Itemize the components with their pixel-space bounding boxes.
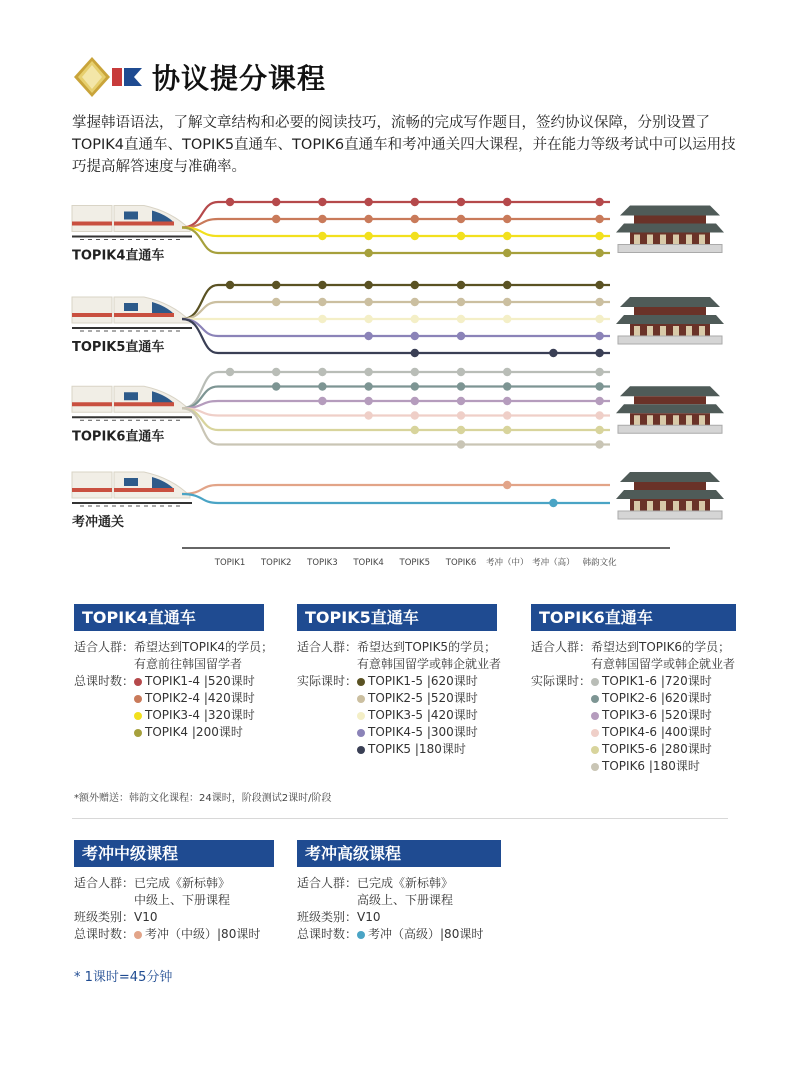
color-dot-icon (357, 712, 365, 720)
route-stop (457, 232, 465, 240)
route-line (182, 228, 610, 237)
train-icon (72, 297, 192, 331)
course-title: TOPIK6直通车 (531, 604, 736, 631)
station-label: TOPIK5 (399, 558, 431, 568)
route-stop (318, 298, 326, 306)
hours-item-text: TOPIK2-6 |620课时 (602, 691, 712, 705)
route-stop (503, 281, 511, 289)
course-title: TOPIK4直通车 (74, 604, 264, 631)
route-stop (272, 281, 280, 289)
course-topik5 (297, 604, 502, 758)
route-stop (503, 481, 511, 489)
hours-item (591, 673, 712, 690)
course-exam-advanced (297, 840, 501, 943)
hours-item (357, 673, 478, 690)
route-stop (595, 440, 603, 448)
route-stop (364, 332, 372, 340)
intro-paragraph: 掌握韩语语法，了解文章结构和必要的阅读技巧，流畅的完成写作题目，签约协议保障，分别设置了TOPIK4直通车、TOPIK5直通车、TOPIK6直通车和考冲通关四大课程，并在能力等级考试中可以运用技巧提高解答速度与准确率。 (72, 115, 736, 175)
hours-item-text: TOPIK1-5 |620课时 (368, 674, 478, 688)
color-dot-icon (134, 729, 142, 737)
route-stop (272, 382, 280, 390)
route-line (182, 219, 610, 228)
hours-list (357, 926, 483, 943)
route-line (182, 387, 610, 409)
route-stop (503, 315, 511, 323)
route-line (182, 401, 610, 408)
class-value: V10 (134, 910, 158, 924)
target-row (74, 875, 274, 909)
hours-item-text: TOPIK4 |200课时 (145, 725, 243, 739)
route-group (72, 198, 724, 264)
color-dot-icon (134, 931, 142, 939)
hours-item-text: TOPIK4-6 |400课时 (602, 725, 712, 739)
course-title: TOPIK5直通车 (297, 604, 497, 631)
hours-item (134, 707, 255, 724)
target-value: 已完成《新标韩》 中级上、下册课程 (134, 876, 231, 907)
target-row (297, 639, 502, 673)
hours-label: 实际课时： (531, 674, 592, 688)
hours-row (74, 673, 264, 741)
hours-item (357, 926, 483, 943)
hours-row (297, 926, 501, 943)
hours-item-text: TOPIK5 |180课时 (368, 742, 466, 756)
route-line (182, 319, 610, 336)
target-row (531, 639, 736, 673)
target-value: 希望达到TOPIK6的学员； 有意韩国留学或韩企就业者 (591, 640, 736, 671)
route-stop (595, 198, 603, 206)
course-topik4 (74, 604, 274, 741)
station-label: 考冲（中） (485, 558, 529, 568)
palace-icon (616, 297, 724, 344)
color-dot-icon (134, 695, 142, 703)
class-row (297, 909, 501, 926)
color-dot-icon (591, 746, 599, 754)
class-row (74, 909, 274, 926)
route-stop (595, 298, 603, 306)
hours-item (357, 724, 478, 741)
color-dot-icon (357, 695, 365, 703)
divider (72, 818, 728, 819)
hours-item-text: TOPIK1-6 |720课时 (602, 674, 712, 688)
route-stop (318, 368, 326, 376)
route-stop (595, 249, 603, 257)
hours-item-text: 考冲（高级）|80课时 (368, 927, 484, 941)
hours-item-text: TOPIK3-5 |420课时 (368, 708, 478, 722)
route-stop (503, 426, 511, 434)
route-group-label: 考冲通关 (72, 515, 125, 530)
route-stop (595, 382, 603, 390)
route-stop (364, 382, 372, 390)
hours-item (591, 741, 712, 758)
route-stop (364, 397, 372, 405)
route-stop (318, 382, 326, 390)
route-stop (549, 349, 557, 357)
route-stop (503, 232, 511, 240)
route-stop (364, 298, 372, 306)
route-group (72, 368, 724, 449)
route-stop (503, 298, 511, 306)
hours-item (134, 673, 255, 690)
route-stop (364, 232, 372, 240)
color-dot-icon (591, 678, 599, 686)
hours-row (297, 673, 497, 758)
route-stop (503, 397, 511, 405)
route-stop (226, 281, 234, 289)
course-title: 考冲高级课程 (297, 840, 501, 867)
hours-item (357, 741, 478, 758)
route-stop (457, 426, 465, 434)
course-exam-intermediate (74, 840, 274, 943)
hours-list (357, 673, 478, 758)
hours-item-text: TOPIK3-6 |520课时 (602, 708, 712, 722)
route-stop (595, 332, 603, 340)
hours-row (531, 673, 736, 775)
route-stop (411, 382, 419, 390)
train-icon (72, 206, 192, 240)
route-stop (595, 426, 603, 434)
color-dot-icon (357, 678, 365, 686)
route-line (182, 228, 610, 254)
route-stop (549, 499, 557, 507)
route-stop (226, 368, 234, 376)
route-stop (503, 411, 511, 419)
route-stop (272, 198, 280, 206)
route-stop (318, 215, 326, 223)
route-stop (411, 315, 419, 323)
route-line (182, 202, 610, 228)
target-label: 适合人群： (297, 876, 358, 890)
route-stop (318, 281, 326, 289)
class-value: V10 (357, 910, 381, 924)
course-title: 考冲中级课程 (74, 840, 274, 867)
route-group-label: TOPIK6直通车 (72, 429, 165, 445)
route-stop (457, 315, 465, 323)
route-stop (318, 315, 326, 323)
route-stop (503, 368, 511, 376)
route-line (182, 408, 610, 444)
route-stop (503, 382, 511, 390)
hours-item-text: TOPIK5-6 |280课时 (602, 742, 712, 756)
route-stop (457, 368, 465, 376)
route-stop (457, 382, 465, 390)
hours-list (134, 673, 255, 741)
route-stop (364, 249, 372, 257)
extra-note: *额外赠送：韩韵文化课程：24课时，阶段测试2课时/阶段 (74, 793, 332, 804)
hours-item-text: TOPIK6 |180课时 (602, 759, 700, 773)
route-line (182, 408, 610, 415)
color-dot-icon (357, 746, 365, 754)
hours-item (591, 707, 712, 724)
color-dot-icon (591, 729, 599, 737)
page-header (72, 55, 472, 99)
station-label: 韩韵文化 (582, 558, 617, 568)
hours-list (134, 926, 260, 943)
hours-item (357, 690, 478, 707)
route-stop (595, 232, 603, 240)
route-stop (595, 215, 603, 223)
course-topik6 (531, 604, 736, 775)
hours-item-text: TOPIK4-5 |300课时 (368, 725, 478, 739)
train-icon (72, 472, 192, 506)
hours-item-text: TOPIK3-4 |320课时 (145, 708, 255, 722)
hours-label: 实际课时： (297, 674, 358, 688)
route-stop (226, 198, 234, 206)
diamond-logo-icon (72, 55, 150, 99)
station-label: TOPIK1 (214, 558, 246, 568)
color-dot-icon (357, 931, 365, 939)
route-stop (318, 198, 326, 206)
color-dot-icon (591, 695, 599, 703)
route-group-label: TOPIK4直通车 (72, 248, 165, 264)
route-line (182, 408, 610, 430)
route-stop (457, 332, 465, 340)
hours-list (591, 673, 712, 775)
route-stop (457, 397, 465, 405)
station-axis (182, 548, 670, 568)
target-row (297, 875, 501, 909)
route-stop (364, 315, 372, 323)
class-label: 班级类别： (74, 910, 135, 924)
route-stop (411, 298, 419, 306)
color-dot-icon (134, 712, 142, 720)
route-line (182, 302, 610, 319)
route-stop (411, 349, 419, 357)
color-dot-icon (591, 712, 599, 720)
route-stop (457, 215, 465, 223)
hours-item (134, 926, 260, 943)
route-stop (364, 281, 372, 289)
hours-item-text: TOPIK2-5 |520课时 (368, 691, 478, 705)
palace-icon (616, 386, 724, 433)
class-label: 班级类别： (297, 910, 358, 924)
target-value: 已完成《新标韩》 高级上、下册课程 (357, 876, 454, 907)
route-stop (318, 397, 326, 405)
route-stop (503, 198, 511, 206)
station-label: TOPIK4 (353, 558, 384, 568)
route-stop (411, 232, 419, 240)
route-stop (595, 349, 603, 357)
hours-label: 总课时数： (297, 927, 358, 941)
route-line (182, 494, 610, 503)
route-group-label: TOPIK5直通车 (72, 340, 165, 355)
palace-icon (616, 206, 724, 253)
route-stop (595, 281, 603, 289)
route-group (72, 472, 724, 530)
route-stop (457, 440, 465, 448)
route-stop (411, 198, 419, 206)
route-stop (411, 368, 419, 376)
palace-icon (616, 472, 724, 519)
target-label: 适合人群： (297, 640, 358, 654)
route-stop (272, 215, 280, 223)
hours-item-text: TOPIK2-4 |420课时 (145, 691, 255, 705)
target-label: 适合人群： (74, 640, 135, 654)
route-line (182, 485, 610, 494)
route-stop (411, 332, 419, 340)
hours-label: 总课时数： (74, 927, 135, 941)
route-diagram (60, 180, 740, 580)
route-stop (457, 281, 465, 289)
target-row (74, 639, 274, 673)
route-stop (595, 411, 603, 419)
route-stop (595, 397, 603, 405)
route-stop (272, 368, 280, 376)
target-label: 适合人群： (531, 640, 592, 654)
route-stop (364, 368, 372, 376)
route-stop (364, 215, 372, 223)
color-dot-icon (591, 763, 599, 771)
target-value: 希望达到TOPIK5的学员； 有意韩国留学或韩企就业者 (357, 640, 502, 671)
route-stop (503, 215, 511, 223)
station-label: TOPIK6 (445, 558, 477, 568)
route-stop (318, 232, 326, 240)
route-stop (457, 411, 465, 419)
hours-label: 总课时数： (74, 674, 135, 688)
route-stop (411, 411, 419, 419)
route-stop (364, 198, 372, 206)
route-stop (457, 298, 465, 306)
route-stop (595, 368, 603, 376)
hours-item (591, 724, 712, 741)
route-stop (503, 249, 511, 257)
station-label: 考冲（高） (532, 558, 575, 568)
target-value: 希望达到TOPIK4的学员； 有意前往韩国留学者 (134, 640, 274, 671)
page-title: 协议提分课程 (152, 62, 327, 95)
color-dot-icon (134, 678, 142, 686)
route-stop (411, 397, 419, 405)
route-stop (595, 315, 603, 323)
hours-item-text: TOPIK1-4 |520课时 (145, 674, 255, 688)
route-stop (272, 298, 280, 306)
hours-item (134, 690, 255, 707)
target-label: 适合人群： (74, 876, 135, 890)
route-stop (364, 411, 372, 419)
hours-item (357, 707, 478, 724)
footnote: * 1课时=45分钟 (74, 970, 173, 985)
color-dot-icon (357, 729, 365, 737)
hours-item (591, 690, 712, 707)
station-label: TOPIK3 (307, 558, 338, 568)
route-stop (411, 215, 419, 223)
hours-item (134, 724, 255, 741)
route-stop (457, 198, 465, 206)
train-icon (72, 386, 192, 420)
route-stop (411, 426, 419, 434)
hours-item-text: 考冲（中级）|80课时 (145, 927, 261, 941)
hours-item (591, 758, 712, 775)
route-line (182, 372, 610, 408)
route-stop (411, 281, 419, 289)
route-group (72, 281, 724, 357)
station-label: TOPIK2 (260, 558, 292, 568)
hours-row (74, 926, 274, 943)
